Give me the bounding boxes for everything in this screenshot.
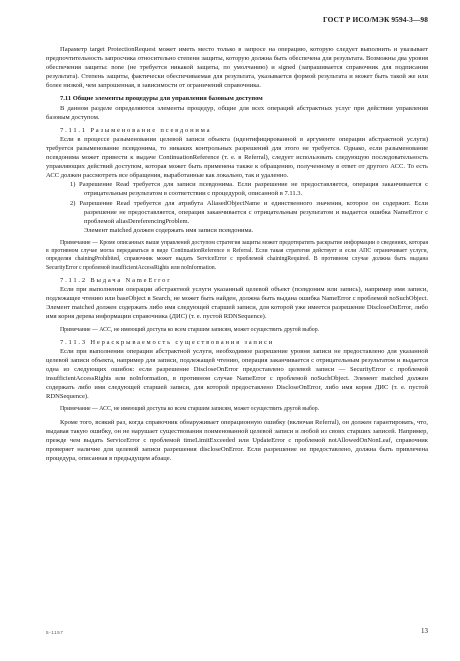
note-continuation-reference: Примечание — Кроме описанных выше управлений доступом стратегия защиты может предотвратить раскрытие информации о сведениях, которая в противном случае могла передаваться в виде ContinuationReference в Referral. Если такая стратегия действует и если АПС ограничивает услуги, определяя chainingProhibited, справочник может выдать ServiceError с проблемой chainingRequired. В противном случае должна быть выдана SecurityError с проблемой insufficientAccessRights или noInformation. (46, 239, 428, 271)
page-header: ГОСТ Р ИСО/МЭК 9594-3—98 (322, 15, 428, 24)
paragraph-matched-alias: Элемент matched должен содержать имя записи псевдонима. (84, 226, 254, 234)
list-item-1: 1) Разрешение Read требуется для записи псевдонима. Если разрешение не предоставляется, операция заканчивается с отрицательным результатом в соответствии с процедурой, описанной в 7.11.3. (70, 181, 428, 198)
paragraph-protection-request: Параметр target ProtectionRequest может иметь место только в запросе на операцию, которую следует выполнить и указывает предпочтительность запросчика относительно степени защиты, которую должна быть обеспечена для результата. Возможны два уровня обеспечения защиты: none (не требуется никакой защиты, по умолчанию) и signed (запрашивается справочник для подписания результата). Степень защиты, фактически обеспечиваемая для результата, указывается формой результата и может быть такой же или более низкой, чем запрошенная, в зависимости от ограничений справочника. (46, 46, 428, 90)
document-body (46, 45, 428, 463)
paragraph-name-error: Если при выполнении операции абстрактной услуги указанный целевой объект (псевдоним или запись), например имя записи, подлежащее чтению или baseObject в Search, не может быть найден, должна быть выдана ошибка NameError с проблемой noSuchObject. Элемент matched должен содержать либо имя следующей старшей записи, для которой уже имеется разрешение DiscloseOnError, либо имя корня дерева информации справочника (ДИС) (т. е. пустой RDNSequence). (46, 286, 428, 321)
footer-print-code: 5-1157 (46, 630, 64, 635)
list-item-2: 2) Разрешение Read требуется для атрибута AliasedObjectName и единственного значения, которое он содержит. Если разрешение не предоставляется, операция заканчивается с отрицательным результатом и выдается ошибка NameError с проблемой aliasDereferencingProblem. (70, 199, 428, 225)
note-superior-entries-1: Примечание — АСС, не имеющий доступа ко всем старшим записям, может осуществить другой выбор. (60, 326, 320, 333)
subsection-heading-7-11-3: 7.11.3 Нераскрываемость существования записи (60, 338, 274, 346)
subsection-heading-7-11-2: 7.11.2 Выдача NameError (60, 277, 172, 285)
paragraph-non-disclosure: Если при выполнении операции абстрактной услуги, необходимое разрешение уровня записи не предоставлено для указанной целевой записи объекта, например для записи, подлежащей чтению, операция заканчивается с отрицательным результатом и выдается одна из следующих ошибок: если разрешение DiscloseOnError предоставлено целевой записи — SecurityError с проблемой insufficientAccessRights или noInformation, в противном случае NameError с проблемой noSuchObject. Элемент matched должен содержать либо имя следующей старшей записи, для которой предоставлено DiscloseOnError, либо имя корня ДИС (т. е. пустой RDNSequence). (46, 347, 428, 401)
paragraph-alias-dereferencing: Если в процессе разыменования целевой записи объекта (идентифицированной в аргументе операции абстрактной услуги) требуется разыменование псевдонима, то никаких контрольных разрешений для этого не требуется. Однако, если разыменование псевдонима может привести к выдаче ContinuationReference (т. е. в Referral), следует использовать следующую последовательность управляющих действий доступом, которая может быть применена также к обращению, полученному в ответ от другого АСС. То есть АСС должен рассмотреть все обращения, выработанные как локально, так и удаленно. (46, 135, 428, 180)
note-superior-entries-2: Примечание — АСС, не имеющий доступа ко всем старшим записям, может осуществить другой выбор. (60, 406, 320, 413)
paragraph-operational-error: Кроме того, всякий раз, когда справочник обнаруживает операционную ошибку (включая Referral), он должен гарантировать, что, выдавая такую ошибку, он не нарушает существования поименованной целевой записи и любой из своих старших записей. Например, прежде чем выдать ServiceError с проблемой timeLimitExceeded или UpdateError с проблемой notAllowedOnNonLeaf, справочник проверяет наличие для целевой записи разрешения discloseOnError. Если разрешение не предоставлено, должна быть привлечена процедура, описанная в предыдущем абзаце. (46, 418, 428, 463)
paragraph-section-intro: В данном разделе определяются элементы процедур, общие для всех операций абстрактных услуг при действии управления базовым доступом. (46, 104, 428, 121)
subsection-heading-7-11-1: 7.11.1 Разыменование псевдонима (60, 126, 212, 134)
section-heading-7-11: 7.11 Общие элементы процедуры для управления базовым доступом (60, 95, 263, 103)
page-number: 13 (421, 627, 428, 635)
